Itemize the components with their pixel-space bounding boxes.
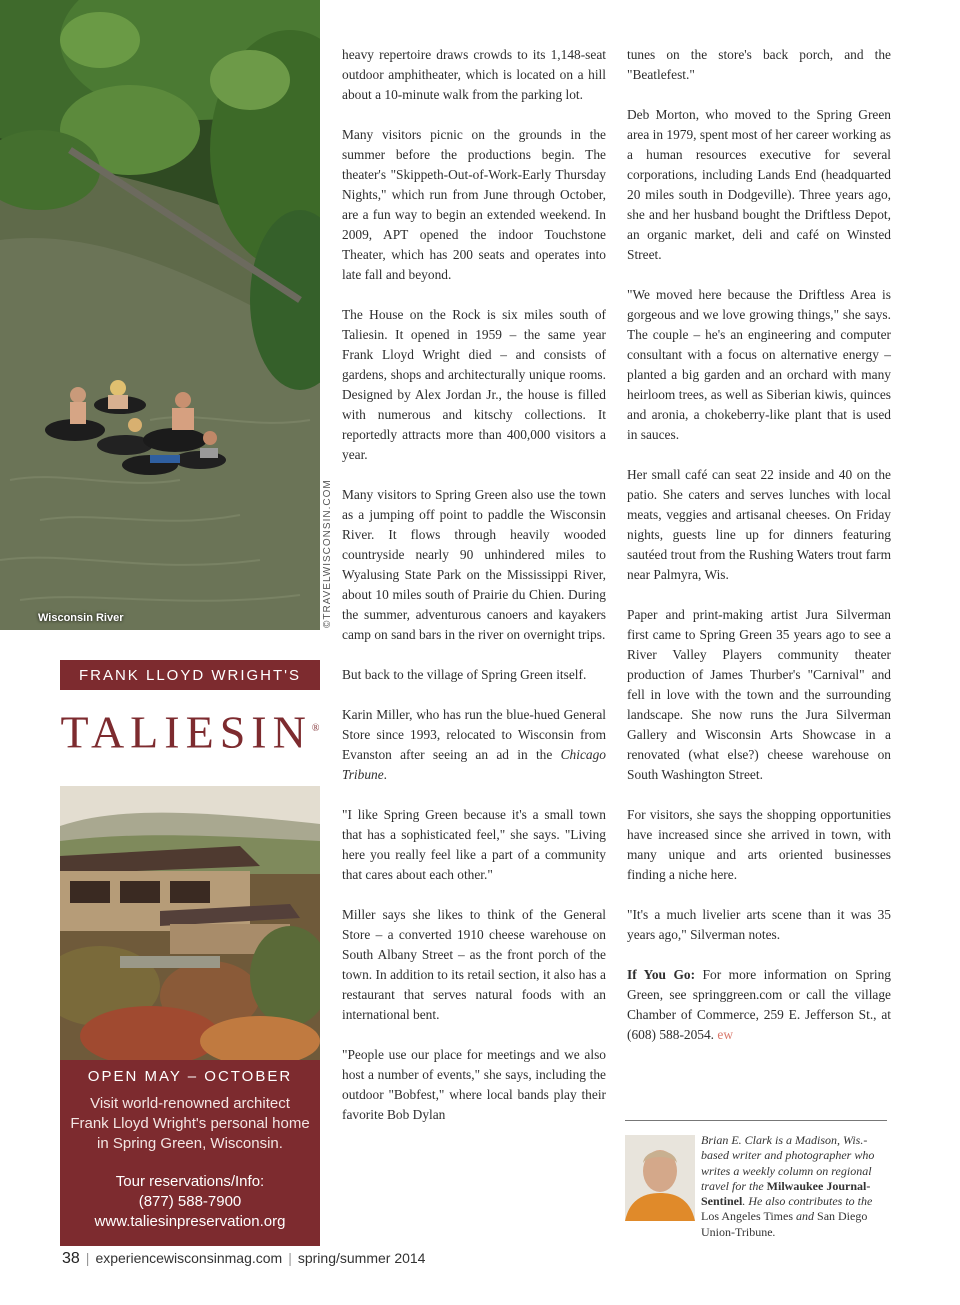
bio-text: Brian E. Clark is a Madison, Wis.-based writer and photographer who writes a weekly column on regional travel for the bbox=[701, 1133, 875, 1193]
ad-visit-line: Visit world-renowned architect bbox=[90, 1095, 290, 1112]
bio-divider bbox=[625, 1120, 887, 1121]
publication-name: Chicago Tribune bbox=[342, 747, 606, 782]
ad-visit-line: Frank Lloyd Wright's personal home bbox=[70, 1115, 310, 1132]
ad-tour-label: Tour reservations/Info: bbox=[115, 1173, 265, 1190]
footer-separator: | bbox=[288, 1250, 292, 1266]
bio-text: . He also contributes to the bbox=[742, 1194, 873, 1209]
ad-info-panel bbox=[60, 1060, 320, 1246]
paragraph-text: Karin Miller, who has run the blue-hued General Store since 1993, relocated to Wisconsin from Evanston after seeing an ad in the bbox=[342, 707, 606, 762]
article-column-right bbox=[627, 45, 891, 1045]
ad-logo bbox=[60, 692, 320, 786]
paragraph: "We moved here because the Driftless Area is gorgeous and we love growing things," she says. The couple – he's an engineering and computer consultant with a focus on alternative energy – planted a big garden and an orchard with many heirloom trees, as well as Siberian kiwis, quinces and aronia, a chokeberry-like plant that is used in sauces. bbox=[627, 287, 891, 442]
end-mark: ew bbox=[717, 1027, 733, 1042]
footer-site[interactable]: experiencewisconsinmag.com bbox=[95, 1250, 283, 1266]
bio-text: and bbox=[793, 1209, 818, 1224]
ad-open-season: OPEN MAY – OCTOBER bbox=[87, 1068, 293, 1085]
paragraph: But back to the village of Spring Green itself. bbox=[342, 667, 587, 682]
ad-header: FRANK LLOYD WRIGHT'S bbox=[60, 660, 320, 690]
paragraph: Her small café can seat 22 inside and 40 on the patio. She caters and serves lunches with local meats, veggies and artisanal cheeses. On Friday nights, guests line up for dinners featuring sautéed trout from the Rushing Waters trout farm near Palmyra, Wis. bbox=[627, 467, 891, 582]
ad-logo-reg: ® bbox=[311, 723, 320, 734]
article-column-middle bbox=[342, 45, 606, 1125]
ad-photo bbox=[60, 786, 320, 1060]
ad-url[interactable]: www.taliesinpreservation.org bbox=[94, 1213, 286, 1230]
paragraph: tunes on the store's back porch, and the "Beatlefest." bbox=[627, 47, 891, 82]
river-photo bbox=[0, 0, 320, 630]
bio-publication: San Diego Union-Tribune bbox=[701, 1209, 868, 1239]
paragraph bbox=[342, 705, 606, 785]
ad-visit-text bbox=[60, 1094, 320, 1154]
paragraph: heavy repertoire draws crowds to its 1,148-seat outdoor amphitheater, which is located on a hill about a 10-minute walk from the parking lot. bbox=[342, 47, 606, 102]
ad-phone[interactable]: (877) 588-7900 bbox=[138, 1193, 242, 1210]
paragraph: "People use our place for meetings and we also host a number of events," she says, including the outdoor "Bobfest," where local bands play their favorite Bob Dylan bbox=[342, 1047, 606, 1122]
footer-separator: | bbox=[85, 1250, 90, 1266]
if-you-go bbox=[627, 965, 891, 1045]
page-number: 38 bbox=[62, 1250, 80, 1267]
paragraph: "I like Spring Green because it's a small town that has a sophisticated feel," she says. "Living here you really feel like a part of a community that cares about each other." bbox=[342, 807, 606, 882]
paragraph: Paper and print-making artist Jura Silverman first came to Spring Green 35 years ago to see a River Valley Players community theater production of James Thurber's "Carnival" and fell in love with the town and the surrounding landscape. She now runs the Jura Silverman Gallery and Wisconsin Arts Showcase in a renovated (what else?) cheese warehouse on South Washington Street. bbox=[627, 607, 891, 782]
page-footer bbox=[62, 1250, 425, 1268]
bio-publication: Los Angeles Times bbox=[701, 1209, 794, 1224]
ad-visit-line: in Spring Green, Wisconsin. bbox=[97, 1135, 283, 1152]
bio-publication: Milwaukee Journal-Sentinel bbox=[701, 1178, 871, 1209]
paragraph: "It's a much livelier arts scene than it was 35 years ago," Silverman notes. bbox=[627, 907, 891, 942]
paragraph: For visitors, she says the shopping opportunities have increased since she arrived in town, with many unique and arts oriented businesses finding a niche here. bbox=[627, 807, 891, 882]
photo-caption: Wisconsin River bbox=[38, 612, 124, 624]
paragraph-text: . bbox=[383, 767, 388, 782]
if-you-go-text: For more information on Spring Green, see springgreen.com or call the village Chamber of Commerce, 259 E. Jefferson St., at (608) 588-2054. bbox=[627, 967, 891, 1042]
paragraph: Miller says she likes to think of the General Store – a converted 1910 cheese warehouse on South Albany Street – as the front porch of the town. In addition to its retail section, it also has a restaurant that serves natural foods with an international bent. bbox=[342, 907, 606, 1022]
paragraph: Many visitors picnic on the grounds in the summer before the productions begin. The theater's "Skippeth-Out-of-Work-Early Thursday Nights," which run from June through October, are a fun way to begin an extended weekend. In 2009, APT opened the indoor Touchstone Theater, which has 200 seats and operates into late fall and beyond. bbox=[342, 127, 606, 282]
paragraph: Many visitors to Spring Green also use the town as a jumping off point to paddle the Wisconsin River. It flows through heavily wooded countryside nearly 90 unhindered miles to Wyalusing State Park on the Mississippi River, about 10 miles south of Prairie du Chien. During the summer, adventurous canoers and kayakers camp on sand bars in the river on overnight trips. bbox=[342, 487, 606, 642]
ad-contact bbox=[60, 1172, 320, 1232]
author-bio bbox=[701, 1133, 891, 1240]
author-photo bbox=[625, 1135, 695, 1221]
paragraph: Deb Morton, who moved to the Spring Green area in 1979, spent most of her career working as a human resources executive for several corporations, including Lands End (headquarted 20 miles south in Dodgeville). Three years ago, she and her husband bought the Driftless Depot, an organic market, deli and café on Winsted Street. bbox=[627, 107, 892, 262]
bio-text: . bbox=[772, 1224, 776, 1239]
if-you-go-label: If You Go: bbox=[627, 967, 696, 982]
ad-logo-wordmark: TALIESIN bbox=[60, 706, 312, 758]
footer-issue: spring/summer 2014 bbox=[297, 1250, 426, 1266]
photo-credit: ©TRAVELWISCONSIN.COM bbox=[322, 479, 333, 628]
paragraph: The House on the Rock is six miles south of Taliesin. It opened in 1959 – the same year Frank Lloyd Wright died – and consists of gardens, shops and architecturally unique rooms. Designed by Alex Jordan Jr., the house is filled with numerous and kitschy collections. It reportedly attracts more than 400,000 visitors a year. bbox=[342, 307, 606, 462]
